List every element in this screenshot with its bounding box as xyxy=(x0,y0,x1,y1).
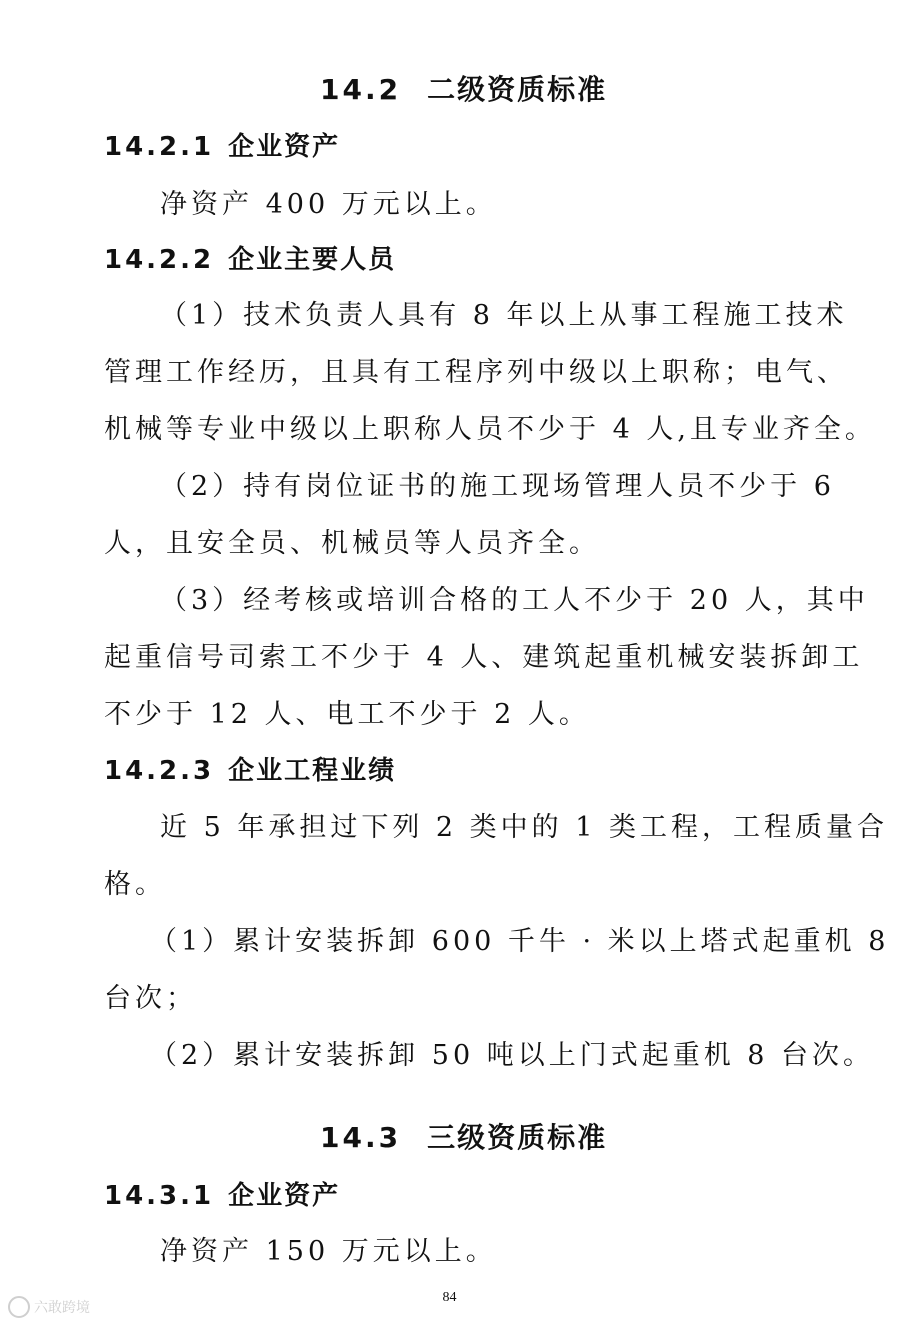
subsection-title: 企业主要人员 xyxy=(228,245,397,275)
paragraph-line: 管理工作经历，且具有工程序列中级以上职称；电气、 xyxy=(104,357,848,388)
subsection-title: 企业资产 xyxy=(228,1181,341,1211)
paragraph-line: 人，且安全员、机械员等人员齐全。 xyxy=(104,528,600,559)
subsection-heading-14-2-1 xyxy=(104,127,340,167)
paragraph-line: 台次； xyxy=(104,983,197,1014)
section-number: 14.3 xyxy=(320,1121,402,1154)
weibo-logo-icon xyxy=(8,1296,30,1318)
subsection-number: 14.2.2 xyxy=(104,245,215,275)
section-number: 14.2 xyxy=(320,73,402,106)
subsection-number: 14.2.3 xyxy=(104,756,215,786)
page-number: 84 xyxy=(442,1290,457,1305)
subsection-heading-14-2-3 xyxy=(104,751,396,791)
paragraph-line: （1）累计安装拆卸 600 千牛 · 米以上塔式起重机 8 xyxy=(150,926,890,957)
paragraph-line: （2）累计安装拆卸 50 吨以上门式起重机 8 台次。 xyxy=(150,1040,875,1071)
section-heading-14-2 xyxy=(320,70,607,110)
paragraph-line: （3）经考核或培训合格的工人不少于 20 人，其中 xyxy=(160,585,869,616)
paragraph-line: 净资产 150 万元以上。 xyxy=(160,1236,497,1267)
subsection-heading-14-3-1 xyxy=(104,1176,340,1216)
subsection-number: 14.2.1 xyxy=(104,132,215,162)
section-title: 三级资质标准 xyxy=(427,1121,608,1154)
paragraph-line: （1）技术负责人具有 8 年以上从事工程施工技术 xyxy=(160,300,848,331)
paragraph-line: 不少于 12 人、电工不少于 2 人。 xyxy=(104,699,590,730)
subsection-title: 企业工程业绩 xyxy=(228,756,397,786)
paragraph-line: 机械等专业中级以上职称人员不少于 4 人,且专业齐全。 xyxy=(104,414,876,445)
paragraph-line: 净资产 400 万元以上。 xyxy=(160,189,497,220)
paragraph-line: （2）持有岗位证书的施工现场管理人员不少于 6 xyxy=(160,471,835,502)
section-title: 二级资质标准 xyxy=(427,73,608,106)
watermark-text: 六敢跨境 xyxy=(34,1300,90,1316)
watermark xyxy=(8,1296,90,1318)
subsection-title: 企业资产 xyxy=(228,132,341,162)
paragraph-line: 起重信号司索工不少于 4 人、建筑起重机械安装拆卸工 xyxy=(104,642,864,673)
paragraph-line: 格。 xyxy=(104,869,166,900)
subsection-number: 14.3.1 xyxy=(104,1181,215,1211)
section-heading-14-3 xyxy=(320,1118,607,1158)
paragraph-line: 近 5 年承担过下列 2 类中的 1 类工程，工程质量合 xyxy=(160,812,889,843)
subsection-heading-14-2-2 xyxy=(104,240,396,280)
